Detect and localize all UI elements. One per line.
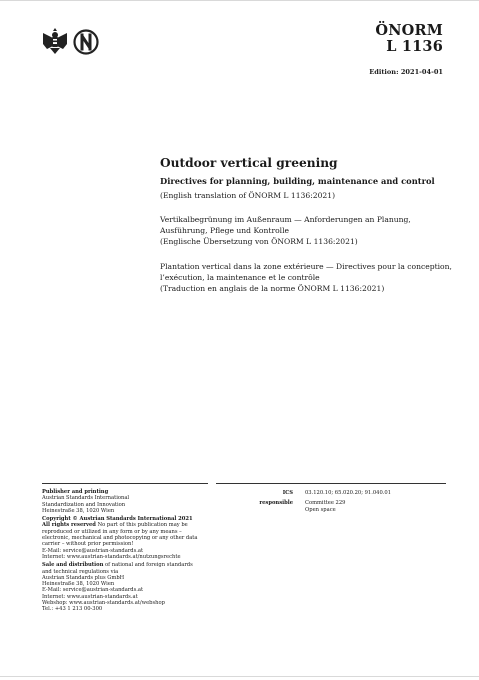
logo-group [40, 27, 100, 57]
bottom-border [0, 676, 479, 677]
committee-name: Open space [305, 506, 336, 513]
copyright-notice: Copyright © Austrian Standards International 2021 [42, 516, 193, 523]
publisher-heading: Publisher and printing [42, 489, 109, 495]
german-line: (Englische Übersetzung von ÖNORM L 1136:2021) [160, 237, 358, 246]
edition-date: Edition: 2021-04-01 [369, 68, 443, 76]
rights-line: carrier – without prior permission! [42, 541, 134, 548]
german-line: Vertikalbegrünung im Außenraum — Anforderungen an Planung, [160, 215, 411, 224]
sale-line: Internet: www.austrian-standards.at [42, 593, 138, 600]
document-title: Outdoor vertical greening [160, 156, 338, 170]
sale-line: Heinestraße 38, 1020 Wien [42, 581, 115, 588]
sale-text: of national and foreign standards [105, 562, 193, 569]
rights-label: All rights reserved [42, 522, 96, 529]
standard-prefix: ÖNORM [375, 22, 443, 39]
publisher-line: Standardization and Innovation [42, 501, 126, 508]
ics-value: 03.120.10; 65.020.20; 91.040.01 [305, 490, 391, 496]
responsible-label: responsible [259, 500, 293, 507]
ics-label: ICS [282, 490, 293, 496]
standard-designation [375, 23, 443, 55]
german-line: Ausführung, Pflege und Kontrolle [160, 226, 289, 235]
publisher-info [42, 489, 217, 615]
rights-line: reproduced or utilized in any form or by any means – [42, 528, 182, 535]
publisher-line: Austrian Standards International [42, 495, 130, 502]
sale-line: Tel.: +43 1 213 00-300 [42, 606, 103, 613]
sale-label: Sale and distribution [42, 562, 104, 569]
meta-divider [216, 483, 446, 484]
french-line: l’exécution, la maintenance et le contrôle [160, 273, 320, 282]
document-meta [224, 490, 391, 517]
standard-number: L 1136 [386, 38, 443, 55]
sale-line: Austrian Standards plus GmbH [42, 574, 125, 581]
committee-number: Committee 229 [305, 500, 346, 507]
german-title-block [160, 214, 460, 247]
rights-email: E-Mail: service@austrian-standards.at [42, 547, 144, 554]
rights-line: electronic, mechanical and photocopying or any other data [42, 535, 198, 542]
french-line: Plantation vertical dans la zone extérieure — Directives pour la conception, [160, 262, 452, 271]
sale-line: and technical regulations via [42, 568, 119, 575]
translation-note: (English translation of ÖNORM L 1136:2021) [160, 191, 336, 200]
rights-text: No part of this publication may be [97, 522, 188, 529]
rights-internet: Internet: www.austrian-standards.at/nutzungsrechte [42, 553, 181, 560]
austrian-standards-icon [75, 31, 98, 54]
title-block [160, 156, 460, 294]
austrian-eagle-icon [40, 27, 100, 57]
ics-row [224, 490, 391, 496]
publisher-line: Heinestraße 38, 1020 Wien [42, 507, 115, 514]
sale-line: E-Mail: service@austrian-standards.at [42, 587, 144, 594]
document-subtitle: Directives for planning, building, maintenance and control [160, 176, 435, 186]
sale-line: Webshop: www.austrian-standards.at/webshop [42, 600, 165, 607]
responsible-row [224, 500, 391, 513]
french-line: (Traduction en anglais de la norme ÖNORM L 1136:2021) [160, 284, 385, 293]
french-title-block [160, 261, 460, 294]
top-border [0, 0, 479, 1]
publisher-divider [42, 483, 208, 484]
